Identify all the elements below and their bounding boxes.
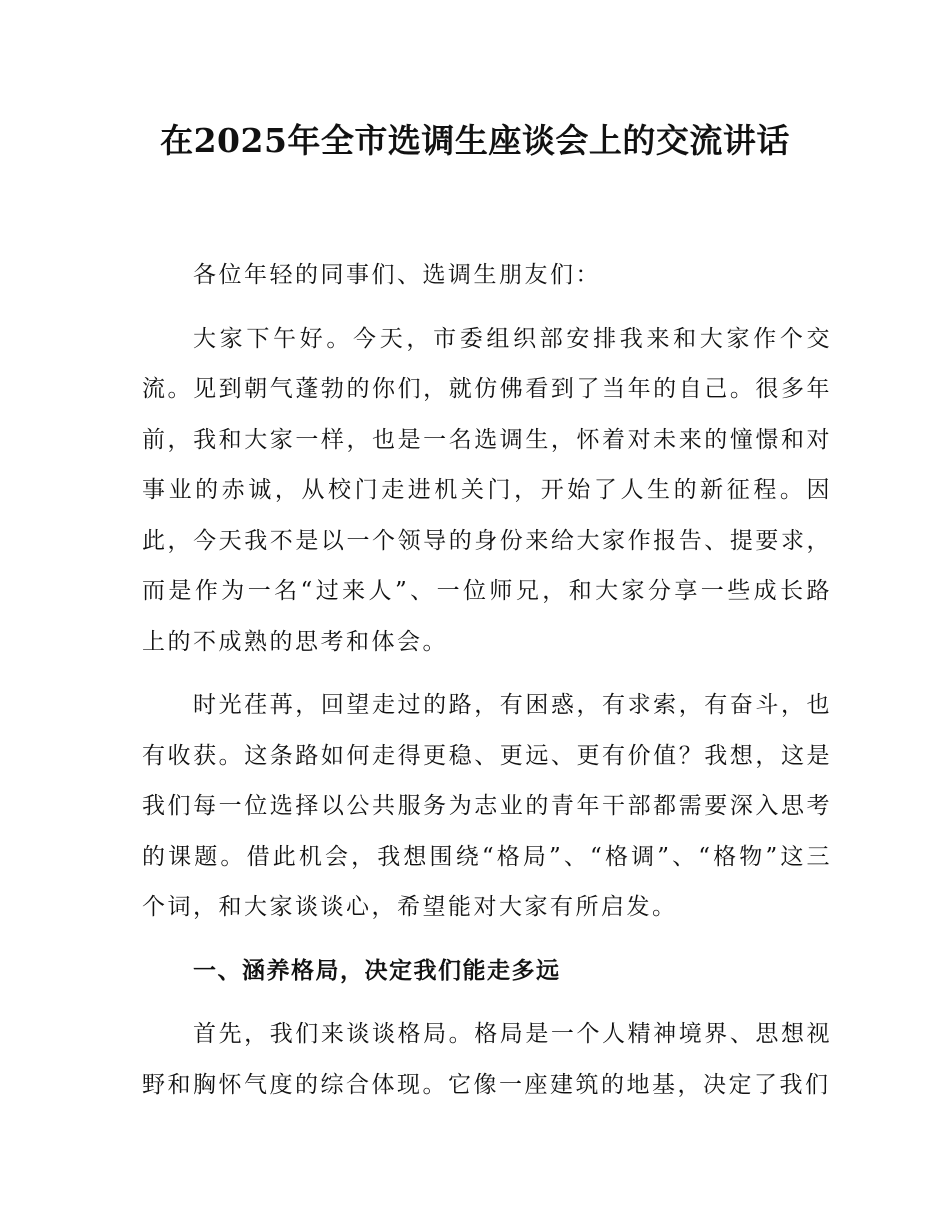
section-heading-1: 一、涵养格局，决定我们能走多远	[193, 957, 561, 984]
paragraph-intro: 大家下午好。今天，市委组织部安排我来和大家作个交流。见到朝气蓬勃的你们，就仿佛看到了当年的自己。很多年前，我和大家一样，也是一名选调生，怀着对未来的憧憬和对事业的赤诚，从校门走进机关门，开始了人生的新征程。因此，今天我不是以一个领导的身份来给大家作报告、提要求，而是作为一名“过来人”、一位师兄，和大家分享一些成长路上的不成熟的思考和体会。	[142, 325, 832, 655]
paragraph-section-1: 首先，我们来谈谈格局。格局是一个人精神境界、思想视野和胸怀气度的综合体现。它像一座建筑的地基，决定了我们	[142, 1021, 832, 1098]
document-body	[142, 250, 832, 1123]
salutation: 各位年轻的同事们、选调生朋友们：	[193, 262, 601, 288]
document-title: 在2025年全市选调生座谈会上的交流讲话	[160, 121, 790, 160]
paragraph-reflection: 时光荏苒，回望走过的路，有困惑，有求索，有奋斗，也有收获。这条路如何走得更稳、更远、更有价值？我想，这是我们每一位选择以公共服务为志业的青年干部都需要深入思考的课题。借此机会，我想围绕“格局”、“格调”、“格物”这三个词，和大家谈谈心，希望能对大家有所启发。	[142, 692, 832, 920]
